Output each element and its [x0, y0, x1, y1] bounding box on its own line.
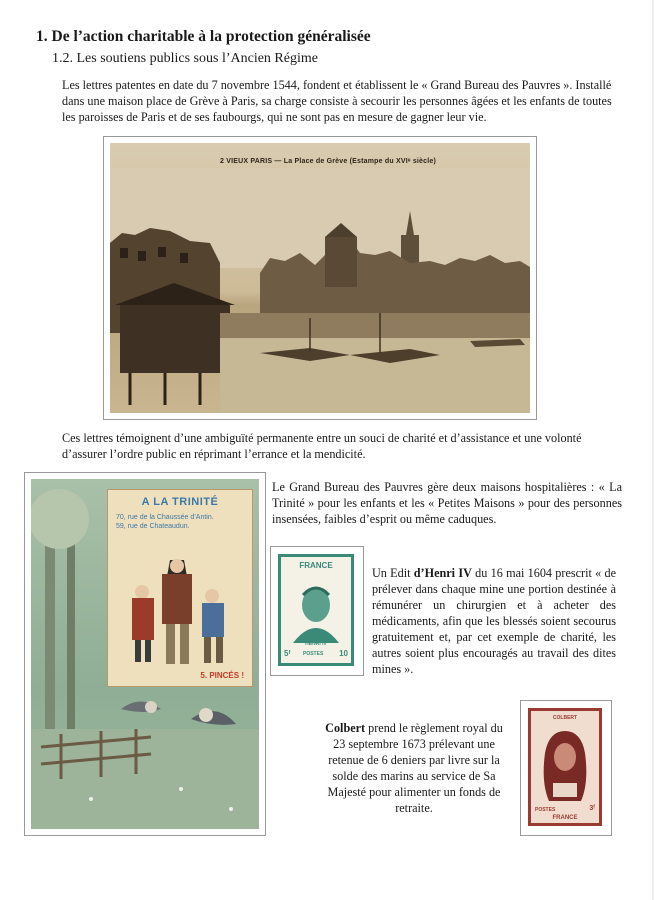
ambiguity-paragraph: Ces lettres témoignent d’une ambiguïté permanente entre un souci de charité et d’assistance et une volonté d’assurer l’ordre public en réprimant l’errance et la mendicité.	[62, 431, 582, 461]
stamp1-name: HENRI IV	[305, 641, 327, 647]
postcard-caption: 2 VIEUX PARIS — La Place de Grève (Estampe du XVIᵉ siècle)	[220, 158, 437, 165]
tradecard-tag: 5. PINCÉS !	[200, 671, 244, 680]
stamp-henri-iv-image	[278, 554, 354, 666]
postcard-image	[110, 143, 530, 413]
colbert-text: prend le règlement royal du 23 septembre 1673 prélevant une retenue de 6 deniers par livre sur la solde des marins au service de Sa Majesté pour alimenter un fonds de retraite.	[327, 721, 503, 815]
colbert-bold: Colbert	[325, 721, 366, 735]
edit-text-after: du 16 mai 1604 prescrit « de prélever dans chaque mine une portion destinée à rémunérer un chirurgien et à acheter des médicaments, afin que les blessés soient secourus gratuitement et, par cet exemple de charité, les autres soient plus encouragés au travail des dites mines ».	[372, 566, 616, 676]
stamp-colbert-image	[528, 708, 602, 826]
subsection-heading: 1.2. Les soutiens publics sous l’Ancien Régime	[52, 51, 318, 66]
stamp2-postage: POSTES	[535, 807, 556, 813]
edit-henri-iv-bold: d’Henri IV	[413, 566, 472, 580]
stamp-colbert	[520, 700, 612, 836]
tradecard-address-1: 70, rue de la Chaussée d’Antin.	[116, 514, 214, 521]
tradecard-image	[31, 479, 259, 829]
stamp-henri-iv	[270, 546, 364, 676]
stamp2-country: FRANCE	[552, 815, 578, 821]
engraving-illustration	[110, 143, 530, 413]
tradecard-a-la-trinite	[24, 472, 266, 836]
henri-iv-portrait	[281, 573, 351, 643]
postcard-place-de-greve	[103, 136, 537, 420]
edit-text-before: Un Edit	[372, 566, 414, 580]
stamp2-name: COLBERT	[552, 715, 578, 721]
tradecard-address-2: 59, rue de Chateaudun.	[116, 523, 190, 530]
edit-henri-iv-paragraph	[372, 565, 616, 677]
stamp1-postage: POSTES	[303, 651, 324, 657]
colbert-portrait	[531, 723, 599, 803]
stamp1-right-value: 10	[339, 649, 348, 658]
maisons-hospitalieres-paragraph: Le Grand Bureau des Pauvres gère deux maisons hospitalières : « La Trinité » pour les enfants et les « Petites Maisons » pour des personnes insensées, faibles d’esprit ou même caduques.	[272, 480, 622, 526]
tradecard-label-panel	[107, 489, 253, 687]
intro-paragraph: Les lettres patentes en date du 7 novembre 1544, fondent et établissent le « Grand Bureau des Pauvres ». Installé dans une maison place de Grève à Paris, sa charge consiste à secourir les personnes âgées et les enfants de toutes les paroisses de Paris et de ses faubourgs, qui ne sont pas en mesure de gagner leur vie.	[62, 78, 612, 124]
tradecard-title: A LA TRINITÉ	[141, 496, 219, 508]
tradecard-figures	[108, 530, 252, 680]
section-heading: 1. De l’action charitable à la protection généralisée	[36, 28, 371, 45]
colbert-paragraph	[322, 720, 506, 816]
stamp1-left-value: 5ᶠ	[284, 649, 291, 658]
stamp2-value: 3ᶠ	[589, 805, 595, 812]
stamp1-country: FRANCE	[299, 561, 333, 570]
